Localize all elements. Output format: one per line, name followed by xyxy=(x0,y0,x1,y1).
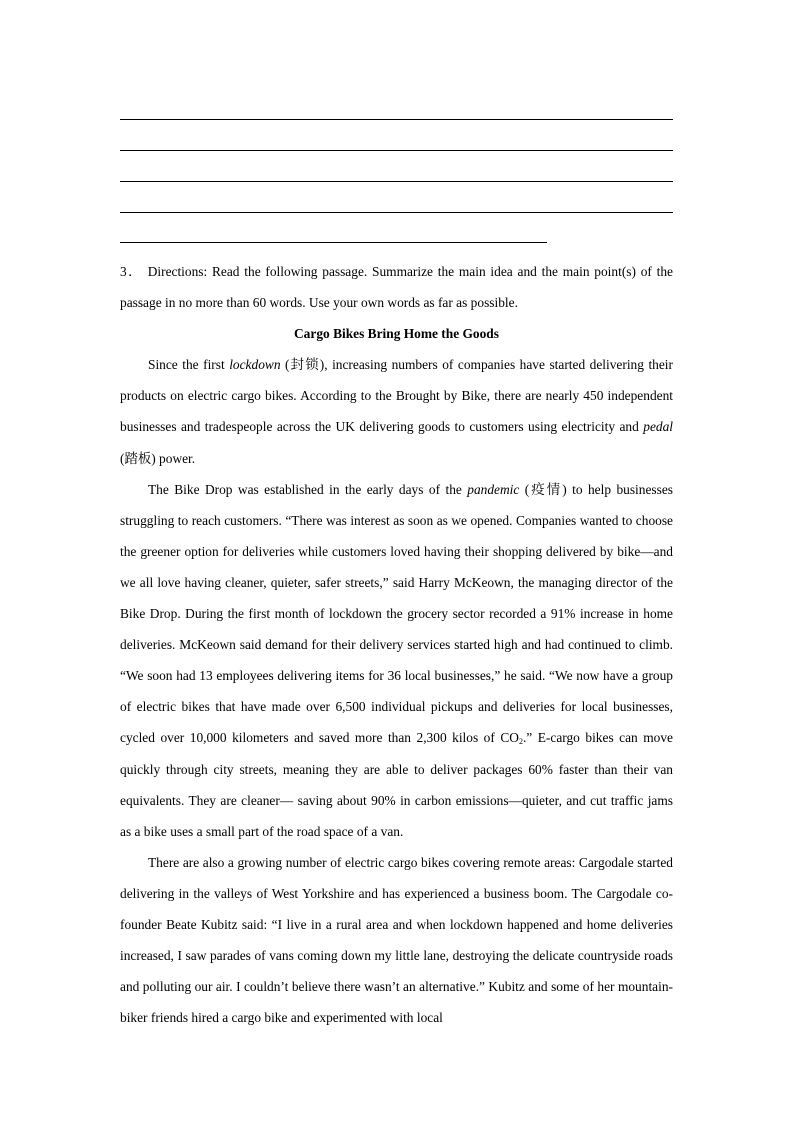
p2-text-a: The Bike Drop was established in the early days of the xyxy=(148,481,468,497)
term-lockdown: lockdown xyxy=(229,357,281,373)
p2-text-c: .” E-cargo bikes can move quickly through city streets, meaning they are able to deliver packages 60% faster than their van equivalents. They are cleaner— saving about 90% in carbon emissions—quieter, and cut traffic jams as a bike uses a small part of the road space of a van. xyxy=(120,730,673,839)
term-pedal: pedal xyxy=(643,419,673,435)
directions xyxy=(120,256,673,318)
passage-title: Cargo Bikes Bring Home the Goods xyxy=(294,326,499,342)
question-content xyxy=(120,256,673,1033)
directions-text: Directions: Read the following passage. Summarize the main idea and the main point(s) of the passage in no more than 60 words. Use your own words as far as possible. xyxy=(120,264,673,311)
term-pandemic: pandemic xyxy=(467,481,520,497)
answer-line-1 xyxy=(120,119,673,120)
p2-text-b: (疫情) to help businesses struggling to reach customers. “There was interest as soon as we opened. Companies wanted to choose the greener option for deliveries while customers loved having their shopping delivered by bike—and we all love having cleaner, quieter, safer streets,” said Harry McKeown, the managing director of the Bike Drop. During the first month of lockdown the grocery sector recorded a 91% increase in home deliveries. McKeown said demand for their delivery services started high and had continued to climb. “We soon had 13 employees delivering items for 36 local businesses,” he said. “We now have a group of electric bikes that have made over 6,500 individual pickups and deliveries for local businesses, cycled over 10,000 kilometers and saved more than 2,300 kilos of CO xyxy=(120,481,673,746)
answer-line-3 xyxy=(120,181,673,182)
paragraph-2 xyxy=(120,474,673,847)
paragraph-3: There are also a growing number of electric cargo bikes covering remote areas: Cargodale started delivering in the valleys of West Yorkshire and has experienced a business boom. The Cargodale co-founder Beate Kubitz said: “I live in a rural area and when lockdown happened and home deliveries increased, I saw parades of vans coming down my little lane, destroying the delicate countryside roads and polluting our air. I couldn’t believe there wasn’t an alternative.” Kubitz and some of her mountain-biker friends hired a cargo bike and experimented with local xyxy=(120,854,673,1026)
question-number: 3． xyxy=(120,264,143,279)
p1-text-a: Since the first xyxy=(148,357,230,373)
answer-line-5 xyxy=(120,242,547,243)
answer-line-2 xyxy=(120,150,673,151)
answer-line-4 xyxy=(120,212,673,213)
p1-text-c: (踏板) power. xyxy=(120,450,196,466)
co2-subscript: 2 xyxy=(518,737,523,747)
paragraph-1 xyxy=(120,349,673,473)
p1-text-b: (封锁), increasing numbers of companies have started delivering their products on electric cargo bikes. According to the Brought by Bike, there are nearly 450 independent businesses and tradespeople across the UK delivering goods to customers using electricity and xyxy=(120,357,673,435)
